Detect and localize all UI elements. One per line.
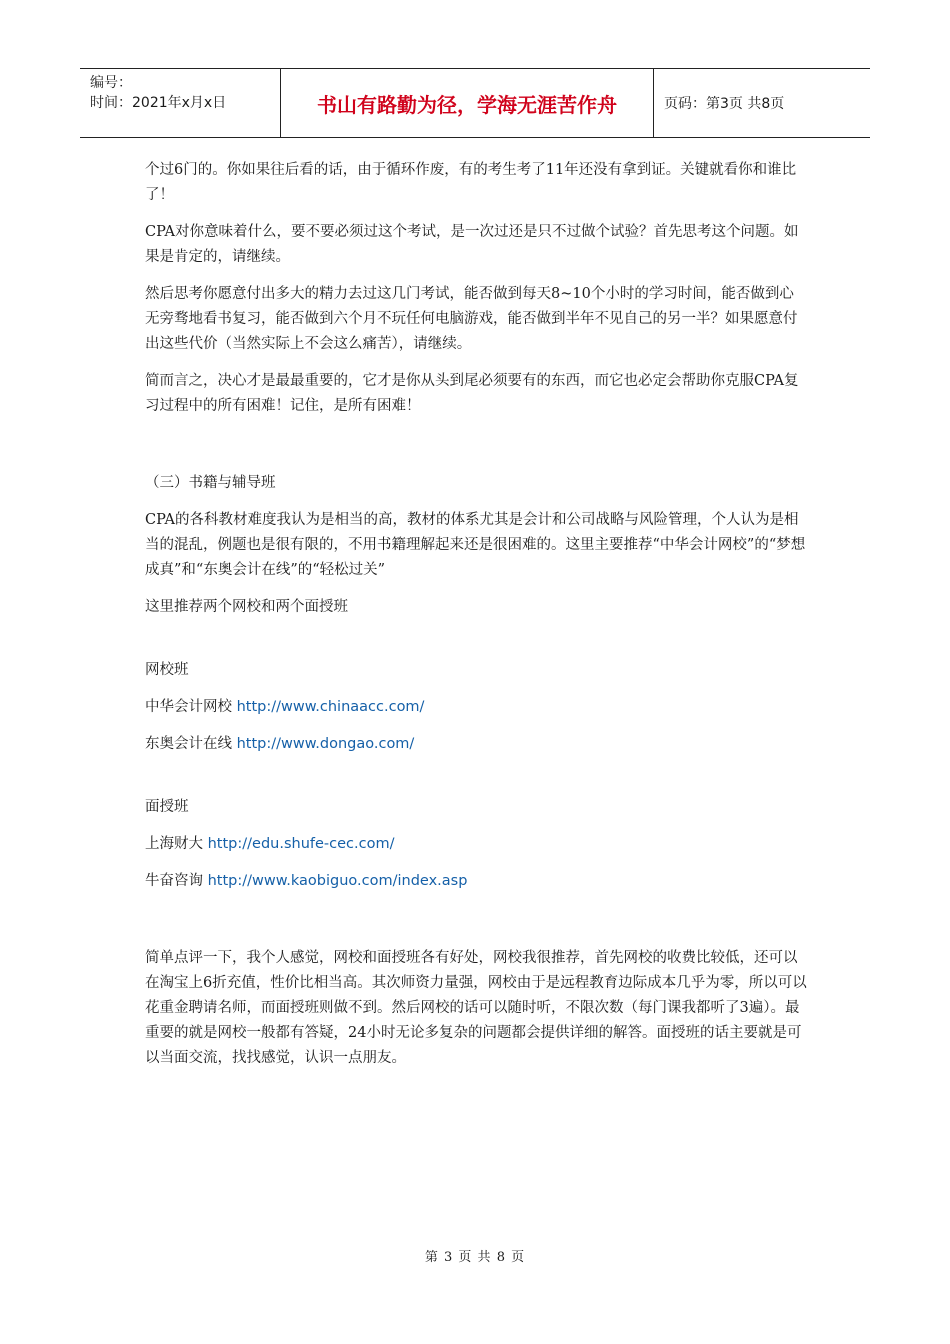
paragraph: 简单点评一下，我个人感觉，网校和面授班各有好处，网校我很推荐，首先网校的收费比较低，还可以在淘宝上6折充值，性价比相当高。其次师资力量强，网校由于是远程教育边际成本几乎为零，所以可以花重金聘请名师，而面授班则做不到。然后网校的话可以随时听，不限次数（每门课我都听了3遍）。最重要的就是网校一般都有答疑，24小时无论多复杂的问题都会提供详细的解答。面授班的话主要就是可以当面交流，找找感觉，认识一点朋友。 bbox=[145, 950, 807, 1066]
offline-class-item bbox=[145, 869, 807, 894]
offline-class-name: 上海财大 bbox=[145, 836, 203, 852]
number-label: 编号： bbox=[90, 75, 132, 91]
time-label: 时间：2021年x月x日 bbox=[90, 95, 227, 111]
online-school-name: 东奥会计在线 bbox=[145, 736, 232, 752]
online-school-item bbox=[145, 732, 807, 757]
offline-class-link[interactable]: http://www.kaobiguo.com/index.asp bbox=[207, 873, 468, 889]
document-body bbox=[145, 158, 807, 1071]
paragraph: 然后思考你愿意付出多大的精力去过这几门考试，能否做到每天8~10个小时的学习时间，能否做到心无旁骛地看书复习，能否做到六个月不玩任何电脑游戏，能否做到半年不见自己的另一半？如果愿意付出这些代价（当然实际上不会这么痛苦），请继续。 bbox=[145, 286, 798, 352]
paragraph: 这里推荐两个网校和两个面授班 bbox=[145, 599, 348, 615]
paragraph: 简而言之，决心才是最最重要的，它才是你从头到尾必须要有的东西，而它也必定会帮助你克服CPA复习过程中的所有困难！记住，是所有困难！ bbox=[145, 373, 799, 414]
section-title: （三）书籍与辅导班 bbox=[145, 475, 276, 491]
paragraph: CPA对你意味着什么，要不要必须过这个考试，是一次过还是只不过做个试验？首先思考这个问题。如果是肯定的，请继续。 bbox=[145, 224, 799, 265]
online-school-item bbox=[145, 695, 807, 720]
paragraph: CPA的各科教材难度我认为是相当的高，教材的体系尤其是会计和公司战略与风险管理，个人认为是相当的混乱，例题也是很有限的，不用书籍理解起来还是很困难的。这里主要推荐“中华会计网校”的“梦想成真”和“东奥会计在线”的“轻松过关” bbox=[145, 512, 806, 578]
online-school-link[interactable]: http://www.dongao.com/ bbox=[236, 736, 415, 752]
header-page-info: 页码：第3页 共8页 bbox=[664, 96, 785, 112]
page-footer: 第 3 页 共 8 页 bbox=[424, 1250, 526, 1265]
online-school-name: 中华会计网校 bbox=[145, 699, 232, 715]
paragraph: 个过6门的。你如果往后看的话，由于循环作废，有的考生考了11年还没有拿到证。关键就看你和谁比了！ bbox=[145, 162, 797, 203]
offline-class-link[interactable]: http://edu.shufe-cec.com/ bbox=[207, 836, 395, 852]
offline-class-item bbox=[145, 832, 807, 857]
header-motto: 书山有路勤为径，学海无涯苦作舟 bbox=[280, 69, 654, 137]
offline-class-name: 牛奋咨询 bbox=[145, 873, 203, 889]
offline-heading: 面授班 bbox=[145, 799, 189, 815]
page-header bbox=[80, 68, 870, 138]
header-meta bbox=[80, 69, 280, 137]
online-heading: 网校班 bbox=[145, 662, 189, 678]
online-school-link[interactable]: http://www.chinaacc.com/ bbox=[236, 699, 425, 715]
